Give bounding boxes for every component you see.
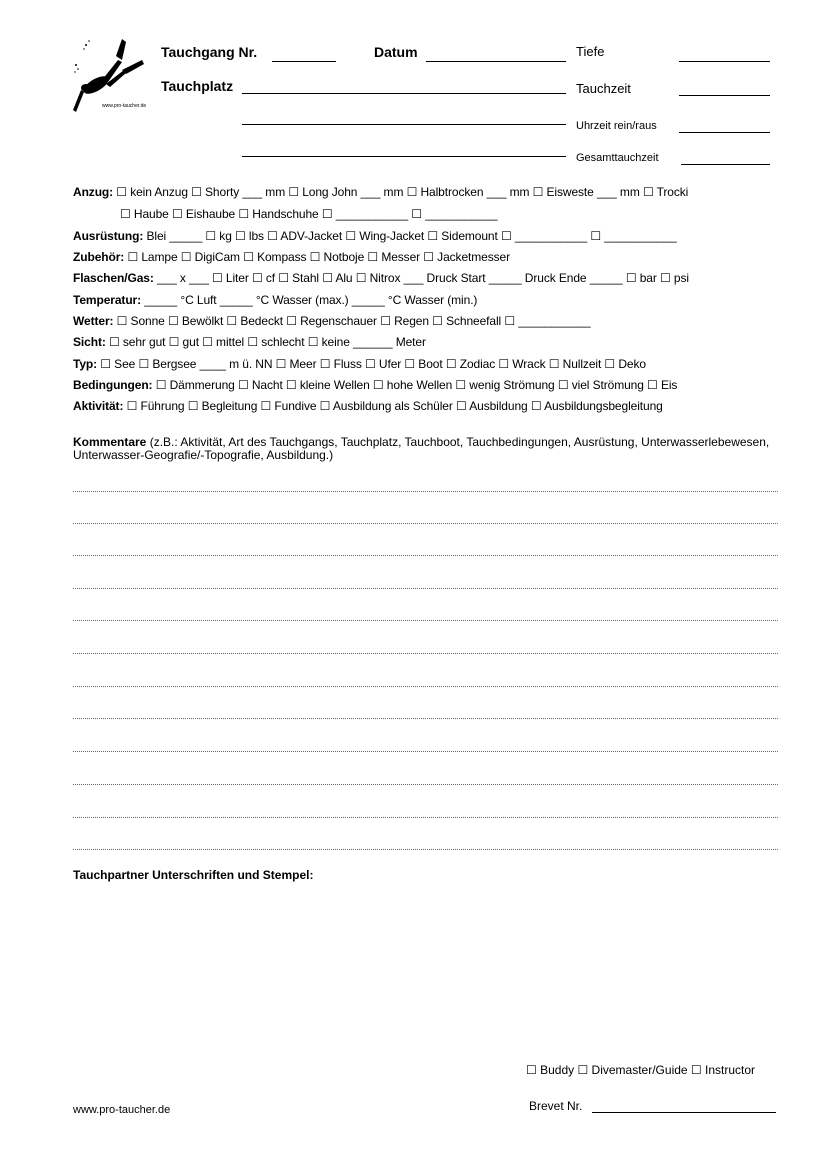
type-row[interactable]: [73, 357, 646, 371]
comment-line[interactable]: [73, 620, 778, 621]
total-time-field[interactable]: [681, 164, 770, 165]
dive-number-field[interactable]: [272, 61, 336, 62]
temperature-row[interactable]: [73, 293, 477, 307]
weather-row[interactable]: [73, 314, 591, 328]
logo: [72, 36, 156, 116]
temperature-fields[interactable]: _____ °C Luft _____ °C Wasser (max.) _____ °C Wasser (min.): [144, 293, 478, 307]
role-options[interactable]: ☐ Buddy ☐ Divemaster/Guide ☐ Instructor: [526, 1063, 756, 1077]
comment-line[interactable]: [73, 849, 778, 850]
activity-label: Aktivität:: [73, 399, 124, 413]
signatures-title: Tauchpartner Unterschriften und Stempel:: [73, 868, 314, 882]
suit-row-extra[interactable]: [120, 207, 498, 221]
comment-line[interactable]: [73, 653, 778, 654]
equipment-row[interactable]: [73, 229, 677, 243]
equipment-label: Ausrüstung:: [73, 229, 144, 243]
dive-time-label: Tauchzeit: [576, 81, 631, 96]
comments-heading: [73, 436, 773, 462]
footer-website: www.pro-taucher.de: [73, 1104, 171, 1116]
activity-options[interactable]: ☐ Führung ☐ Begleitung ☐ Fundive ☐ Ausbildung als Schüler ☐ Ausbildung ☐ Ausbildungsbegleitung: [126, 399, 663, 413]
logo-url: www.pro-taucher.de: [102, 103, 147, 109]
visibility-label: Sicht:: [73, 335, 106, 349]
depth-label: Tiefe: [576, 44, 605, 59]
suit-row[interactable]: [73, 185, 688, 199]
time-in-out-label: Uhrzeit rein/raus: [576, 120, 657, 132]
comment-line[interactable]: [73, 751, 778, 752]
comment-line[interactable]: [73, 784, 778, 785]
accessories-row[interactable]: [73, 250, 510, 264]
suit-label: Anzug:: [73, 185, 114, 199]
date-label: Datum: [374, 44, 418, 60]
tanks-gas-row[interactable]: [73, 271, 689, 285]
site-field-line-2[interactable]: [242, 124, 566, 125]
conditions-options[interactable]: ☐ Dämmerung ☐ Nacht ☐ kleine Wellen ☐ hohe Wellen ☐ wenig Strömung ☐ viel Strömung ☐ Eis: [155, 378, 678, 392]
date-field[interactable]: [426, 61, 566, 62]
dive-time-field[interactable]: [679, 95, 770, 96]
conditions-label: Bedingungen:: [73, 378, 153, 392]
comments-hint: (z.B.: Aktivität, Art des Tauchgangs, Tauchplatz, Tauchboot, Tauchbedingungen, Ausrüstung, Unterwasserlebewesen, Unterwasser-Geografie/-Topografie, Ausbildung.): [73, 435, 770, 462]
accessories-options[interactable]: ☐ Lampe ☐ DigiCam ☐ Kompass ☐ Notboje ☐ Messer ☐ Jacketmesser: [127, 250, 511, 264]
brevet-field[interactable]: [592, 1112, 776, 1113]
comment-line[interactable]: [73, 718, 778, 719]
weather-label: Wetter:: [73, 314, 114, 328]
equipment-options[interactable]: Blei _____ ☐ kg ☐ lbs ☐ ADV-Jacket ☐ Wing-Jacket ☐ Sidemount ☐ ___________ ☐ ___________: [146, 229, 677, 243]
comment-line[interactable]: [73, 555, 778, 556]
tanks-gas-label: Flaschen/Gas:: [73, 271, 154, 285]
temperature-label: Temperatur:: [73, 293, 142, 307]
site-field-line-3[interactable]: [242, 156, 566, 157]
depth-field[interactable]: [679, 61, 770, 62]
visibility-options[interactable]: ☐ sehr gut ☐ gut ☐ mittel ☐ schlecht ☐ keine ______ Meter: [108, 335, 426, 349]
activity-row[interactable]: [73, 399, 663, 413]
accessories-label: Zubehör:: [73, 250, 125, 264]
comment-line[interactable]: [73, 523, 778, 524]
comments-title: Kommentare: [73, 435, 147, 449]
comment-line[interactable]: [73, 588, 778, 589]
dive-number-label: Tauchgang Nr.: [161, 44, 258, 60]
total-time-label: Gesamttauchzeit: [576, 152, 659, 164]
type-label: Typ:: [73, 357, 98, 371]
conditions-row[interactable]: [73, 378, 677, 392]
type-options[interactable]: ☐ See ☐ Bergsee ____ m ü. NN ☐ Meer ☐ Fluss ☐ Ufer ☐ Boot ☐ Zodiac ☐ Wrack ☐ Nullzeit ☐ Deko: [100, 357, 646, 371]
suit-extra-options[interactable]: ☐ Haube ☐ Eishaube ☐ Handschuhe ☐ ___________ ☐ ___________: [120, 207, 498, 221]
brevet-label: Brevet Nr.: [529, 1099, 583, 1113]
site-label: Tauchplatz: [161, 78, 234, 94]
tanks-gas-options[interactable]: ___ x ___ ☐ Liter ☐ cf ☐ Stahl ☐ Alu ☐ Nitrox ___ Druck Start _____ Druck Ende _____ ☐ bar ☐ psi: [156, 271, 689, 285]
comment-line[interactable]: [73, 491, 778, 492]
visibility-row[interactable]: [73, 335, 426, 349]
weather-options[interactable]: ☐ Sonne ☐ Bewölkt ☐ Bedeckt ☐ Regenschauer ☐ Regen ☐ Schneefall ☐ ___________: [116, 314, 591, 328]
site-field[interactable]: [242, 93, 566, 94]
comment-line[interactable]: [73, 686, 778, 687]
comment-line[interactable]: [73, 817, 778, 818]
time-in-out-field[interactable]: [679, 132, 770, 133]
suit-options[interactable]: ☐ kein Anzug ☐ Shorty ___ mm ☐ Long John ___ mm ☐ Halbtrocken ___ mm ☐ Eisweste ___ mm ☐ Trocki: [116, 185, 689, 199]
